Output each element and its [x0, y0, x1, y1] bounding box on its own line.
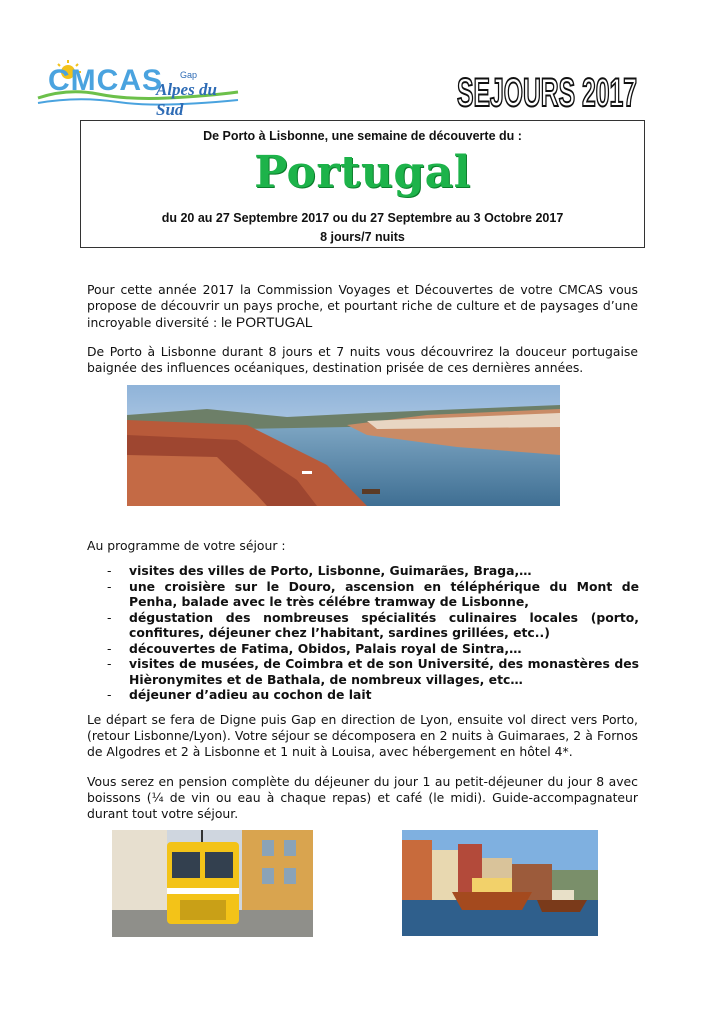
list-item: - déjeuner d’adieu au cochon de lait — [107, 687, 639, 703]
departure-paragraph: Le départ se fera de Digne puis Gap en direction de Lyon, ensuite vol direct vers Porto, (retour Lisbonne/Lyon). Votre séjour se décomposera en 2 nuits à Guimaraes, 2 à Fornos de Algodres et 2 à Lisbonne et 1 nuit à Louisa, avec hébergement en hôtel 4*. — [87, 712, 638, 759]
intro-highlight: le PORTUGAL — [221, 314, 313, 330]
porto-boats-photo — [402, 830, 598, 936]
list-item: - visites des villes de Porto, Lisbonne, Guimarães, Braga,… — [107, 563, 639, 579]
lisbon-tram-photo — [112, 830, 313, 937]
sejours-title: SEJOURS 2017 — [457, 71, 637, 115]
list-item: - une croisière sur le Douro, ascension en téléphérique du Mont de Penha, balade avec le très célébre tramway de Lisbonne, — [107, 579, 639, 610]
logo-alpes-text: Alpes du Sud — [156, 80, 217, 119]
page-title: Portugal — [254, 147, 471, 198]
list-item: - découvertes de Fatima, Obidos, Palais royal de Sintra,… — [107, 641, 639, 657]
trip-dates: du 20 au 27 Septembre 2017 ou du 27 Septembre au 3 Octobre 2017 — [161, 211, 564, 225]
list-item: - dégustation des nombreuses spécialités culinaires locales (porto, confitures, déjeuner chez l’habitant, sardines grillées, etc..) — [107, 610, 639, 641]
title-box — [80, 120, 645, 248]
program-list — [107, 563, 639, 703]
board-paragraph: Vous serez en pension complète du déjeuner du jour 1 au petit-déjeuner du jour 8 avec boissons (¼ de vin ou eau à chaque repas) et café (le midi). Guide-accompagnateur durant tout votre séjour. — [87, 774, 638, 821]
logo-main-text: CMCAS — [48, 64, 163, 97]
sejours-banner — [455, 68, 640, 114]
description-paragraph: De Porto à Lisbonne durant 8 jours et 7 nuits vous découvrirez la douceur portugaise baignée des influences océaniques, destination prisée de ces dernières années. — [87, 344, 638, 375]
cmcas-logo — [38, 58, 238, 119]
list-item: - visites de musées, de Coimbra et de son Université, des monastères des Hièronymites et de Bathala, de nombreux villages, etc… — [107, 656, 639, 687]
subtitle: De Porto à Lisbonne, une semaine de découverte du : — [203, 129, 522, 143]
trip-duration: 8 jours/7 nuits — [320, 230, 405, 244]
logo-gap-text: Gap — [180, 70, 198, 80]
porto-panorama-photo — [127, 385, 560, 506]
intro-paragraph — [87, 282, 638, 331]
intro-text: Pour cette année 2017 la Commission Voyages et Découvertes de votre CMCAS vous propose de découvrir un pays proche, et pourtant riche de culture et de paysages d’une incroyable diversité : — [87, 282, 638, 330]
program-heading: Au programme de votre séjour : — [87, 538, 286, 553]
